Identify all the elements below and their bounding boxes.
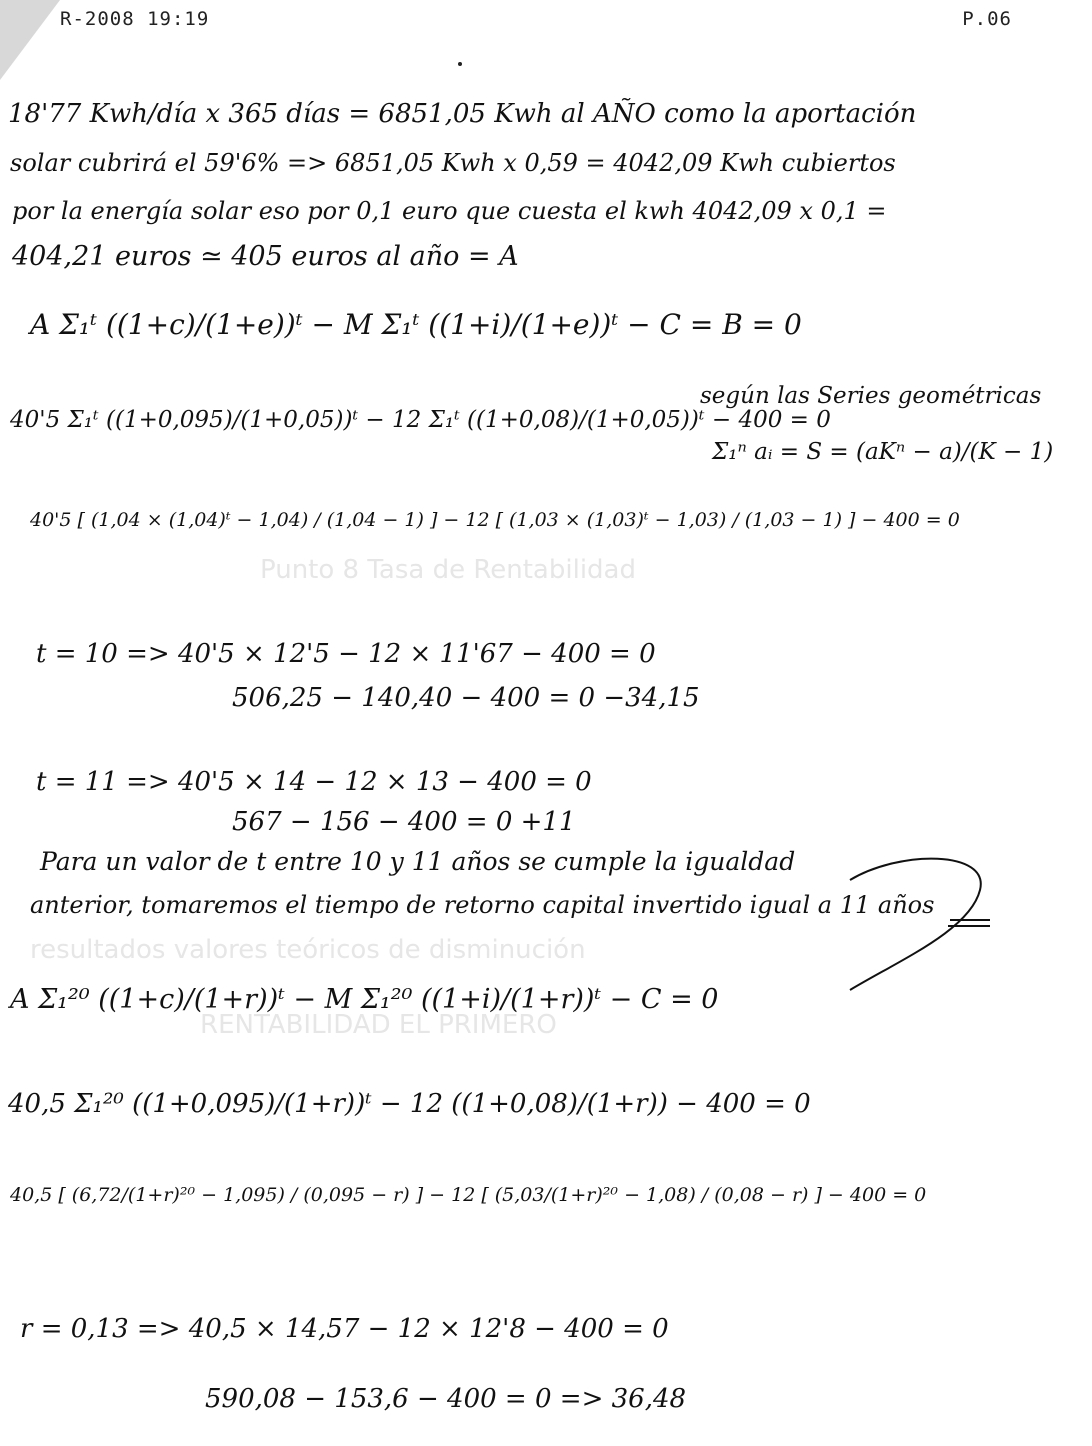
- line-annual-saving-A: 404,21 euros ≃ 405 euros al año = A: [12, 241, 519, 272]
- trial-r013-line2: 590,08 − 153,6 − 400 = 0 => 36,48: [205, 1384, 687, 1414]
- formula-expanded: 40'5 [ (1,04 × (1,04)ᵗ − 1,04) / (1,04 − 1) ] − 12 [ (1,03 × (1,03)ᵗ − 1,03) / (1,03 − 1) ] − 400 = 0: [30, 509, 960, 531]
- line-euro-per-kwh: por la energía solar eso por 0,1 euro que cuesta el kwh 4042,09 x 0,1 =: [12, 197, 887, 225]
- ink-dot: [458, 62, 462, 66]
- formula-geometric-sum: Σ₁ⁿ aᵢ = S = (aKⁿ − a)/(K − 1): [712, 439, 1054, 465]
- fax-header-timestamp: R-2008 19:19: [60, 8, 210, 30]
- formula-irr-expanded: 40,5 [ (6,72/(1+r)²⁰ − 1,095) / (0,095 − r) ] − 12 [ (5,03/(1+r)²⁰ − 1,08) / (0,08 − r) ] − 400 = 0: [10, 1184, 927, 1206]
- formula-irr-substituted: 40,5 Σ₁²⁰ ((1+0,095)/(1+r))ᵗ − 12 ((1+0,08)/(1+r)) − 400 = 0: [8, 1089, 811, 1119]
- conclusion-line1: Para un valor de t entre 10 y 11 años se cumple la igualdad: [40, 847, 796, 876]
- page-corner-fold: [0, 0, 60, 80]
- note-geometric-series: según las Series geométricas: [700, 383, 1042, 409]
- fax-header-page-number: P.06: [962, 8, 1012, 30]
- line-solar-coverage: solar cubrirá el 59'6% => 6851,05 Kwh x 0,59 = 4042,09 Kwh cubiertos: [10, 149, 896, 177]
- trial-t11-line1: t = 11 => 40'5 × 14 − 12 × 13 − 400 = 0: [36, 767, 592, 797]
- ghost-text-2: resultados valores teóricos de disminución: [30, 935, 586, 965]
- ghost-text-1: Punto 8 Tasa de Rentabilidad: [260, 555, 636, 585]
- formula-irr-general: A Σ₁²⁰ ((1+c)/(1+r))ᵗ − M Σ₁²⁰ ((1+i)/(1+r))ᵗ − C = 0: [10, 984, 719, 1015]
- trial-t10-line1: t = 10 => 40'5 × 12'5 − 12 × 11'67 − 400 = 0: [36, 639, 656, 669]
- formula-general: A Σ₁ᵗ ((1+c)/(1+e))ᵗ − M Σ₁ᵗ ((1+i)/(1+e))ᵗ − C = B = 0: [30, 308, 802, 341]
- circled-annotation: [840, 840, 1000, 1000]
- trial-t10-line2: 506,25 − 140,40 − 400 = 0 −34,15: [232, 683, 700, 713]
- trial-r013-line1: r = 0,13 => 40,5 × 14,57 − 12 × 12'8 − 400 = 0: [20, 1314, 669, 1344]
- formula-substituted: 40'5 Σ₁ᵗ ((1+0,095)/(1+0,05))ᵗ − 12 Σ₁ᵗ ((1+0,08)/(1+0,05))ᵗ − 400 = 0: [10, 407, 831, 433]
- conclusion-line2: anterior, tomaremos el tiempo de retorno capital invertido igual a 11 años: [30, 891, 935, 919]
- ghost-text-3: RENTABILIDAD EL PRIMERO: [200, 1010, 557, 1040]
- trial-t11-line2: 567 − 156 − 400 = 0 +11: [232, 807, 576, 837]
- line-energy-year: 18'77 Kwh/día x 365 días = 6851,05 Kwh al AÑO como la aportación: [8, 99, 917, 129]
